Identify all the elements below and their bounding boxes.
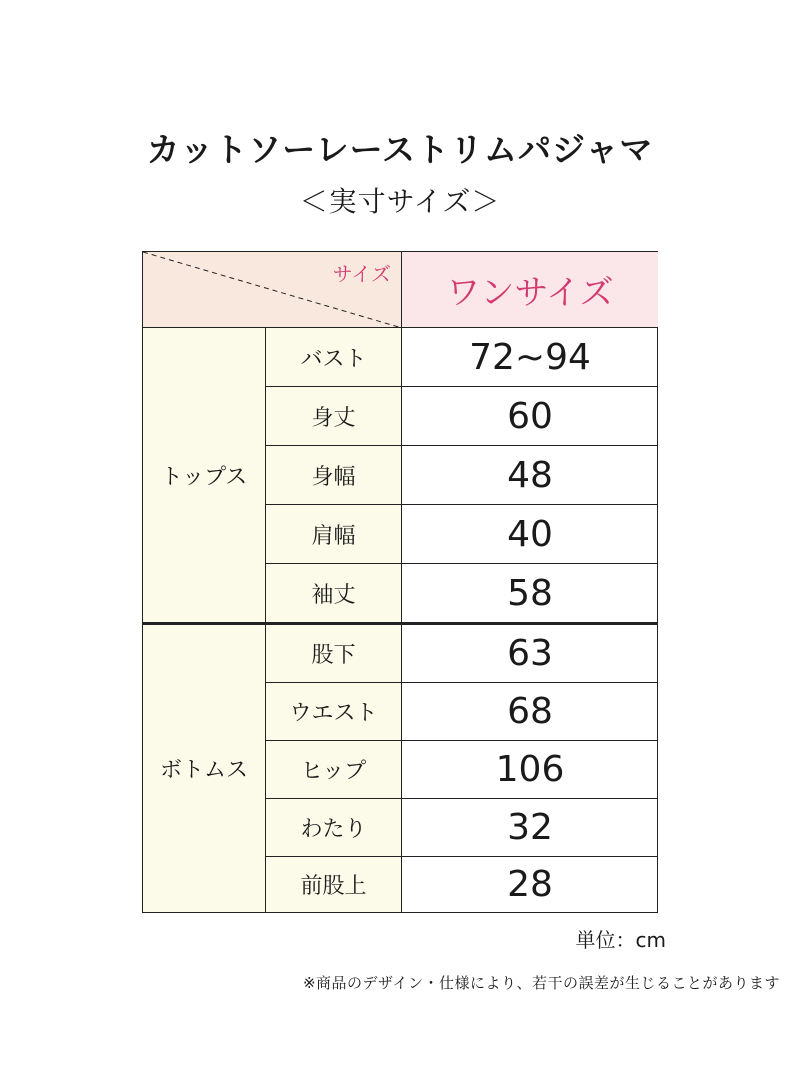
row-label: ヒップ bbox=[266, 741, 402, 799]
row-label: 身幅 bbox=[266, 446, 402, 505]
row-value: 72~94 bbox=[402, 328, 658, 387]
row-value: 40 bbox=[402, 505, 658, 564]
group-tops: トップス bbox=[143, 328, 266, 623]
size-table bbox=[142, 251, 658, 913]
row-label: 股下 bbox=[266, 625, 402, 683]
header-size-label: サイズ bbox=[332, 262, 391, 286]
disclaimer-note: ※商品のデザイン・仕様により、若干の誤差が生じることがあります bbox=[302, 974, 780, 992]
row-value: 32 bbox=[402, 799, 658, 857]
row-value: 63 bbox=[402, 625, 658, 683]
header-one-size: ワンサイズ bbox=[402, 252, 658, 328]
row-label: ウエスト bbox=[266, 683, 402, 741]
row-value: 58 bbox=[507, 573, 553, 614]
header-corner-cell bbox=[143, 252, 402, 328]
row-value: 28 bbox=[507, 864, 553, 905]
row-label: わたり bbox=[266, 799, 402, 857]
row-value: 60 bbox=[402, 387, 658, 446]
row-label: バスト bbox=[266, 328, 402, 387]
row-label: 袖丈 bbox=[266, 564, 402, 623]
page-title: カットソーレーストリムパジャマ bbox=[146, 130, 654, 169]
row-value: 48 bbox=[402, 446, 658, 505]
row-label: 前股上 bbox=[266, 857, 402, 912]
group-bottoms: ボトムス bbox=[143, 625, 266, 912]
row-value: 106 bbox=[402, 741, 658, 799]
row-label: 肩幅 bbox=[266, 505, 402, 564]
row-label: 身丈 bbox=[266, 387, 402, 446]
page-subtitle: ＜実寸サイズ＞ bbox=[299, 185, 501, 218]
row-value: 68 bbox=[402, 683, 658, 741]
unit-label: 単位：cm bbox=[575, 928, 666, 952]
